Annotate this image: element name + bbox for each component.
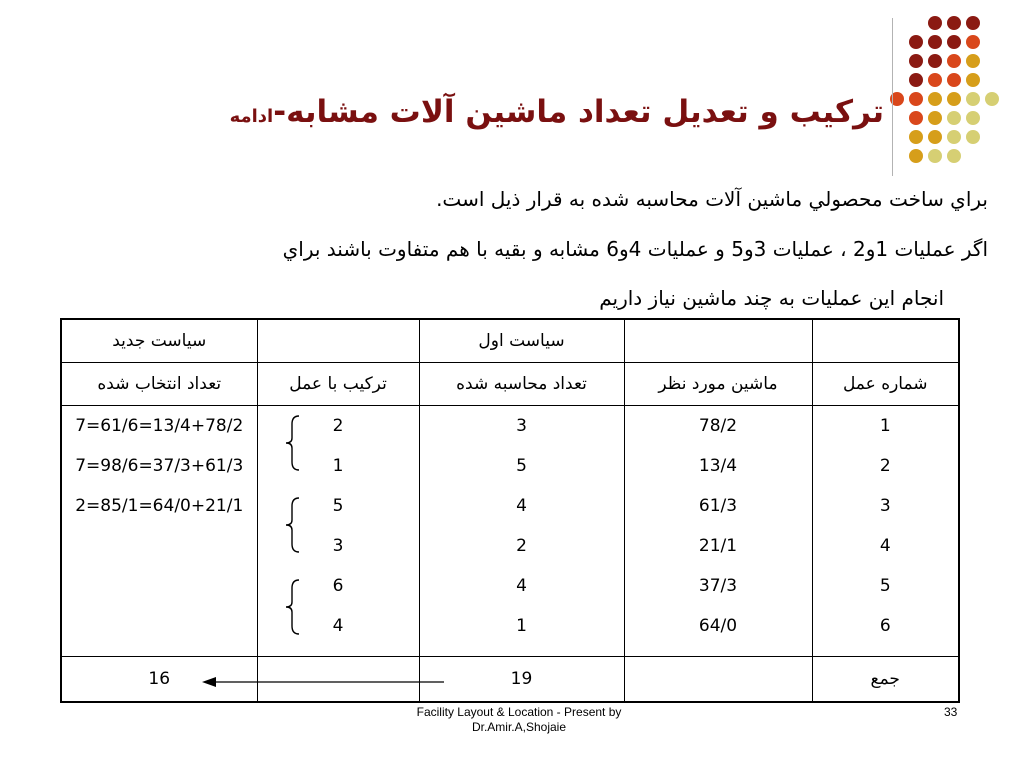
decorative-dot [966,16,980,30]
decorative-dot [928,16,942,30]
policy-first-header: سياست اول [419,319,624,363]
machines-table [60,318,960,703]
op-number-value: 2 [879,456,891,476]
decorative-dot [966,73,980,87]
decorative-dot [947,16,961,30]
decorative-dot [947,35,961,49]
combine-with-op-cell [257,406,419,657]
selected-count-header: تعداد انتخاب شده [61,363,257,406]
decorative-dot [966,54,980,68]
decorative-dot [909,35,923,49]
computed-value: 5 [516,456,527,476]
decorative-dot [966,130,980,144]
slide-footer [388,705,650,735]
op-number-value: 3 [879,496,891,516]
computed-value: 3 [516,416,527,436]
empty-cell [624,319,812,363]
combine-value: 1 [332,456,344,476]
decorative-dot [909,130,923,144]
decorative-dot [985,92,999,106]
paragraph-1: براي ساخت محصولي ماشين آلات محاسبه شده به قرار ذيل است. [436,187,988,211]
total-first-value: 19 [419,657,624,703]
machine-value: 64/0 [698,616,738,636]
op-number-value: 4 [879,536,891,556]
empty-cell [812,319,959,363]
decorative-dot [928,111,942,125]
combine-value: 2 [332,416,344,436]
op-number-value: 1 [879,416,891,436]
decorative-dot [928,92,942,106]
machine-value: 37/3 [698,576,738,596]
empty-cell [257,319,419,363]
decorative-dot [947,111,961,125]
decorative-dot [966,111,980,125]
decorative-dot [909,111,923,125]
target-machine-cell [624,406,812,657]
decorative-dot [928,149,942,163]
slide-title-main: تركيب و تعديل تعداد ماشين آلات مشابه- [273,94,884,130]
operation-number-cell [812,406,959,657]
decorative-dot [928,130,942,144]
op-number-value: 5 [879,576,891,596]
footer-line-2: Dr.Amir.A,Shojaie [471,720,567,734]
decorative-dot [909,54,923,68]
paragraph-3: انجام اين عمليات به چند ماشين نياز داريم [599,286,944,310]
empty-cell [624,657,812,703]
operation-number-header: شماره عمل [812,363,959,406]
computed-value: 4 [516,496,527,516]
decorative-dot [909,149,923,163]
computed-value: 2 [516,536,527,556]
computed-count-header: تعداد محاسبه شده [419,363,624,406]
combine-brace-3-4 [284,496,302,554]
machine-value: 21/1 [698,536,738,556]
selected-count-cell [61,406,257,657]
combine-value: 6 [332,576,344,596]
decorative-dot [909,73,923,87]
decorative-dot [928,54,942,68]
combine-value: 4 [332,616,344,636]
decorative-dot [928,73,942,87]
column-header-row [61,363,959,406]
total-label: جمع [812,657,959,703]
decorative-dot [966,35,980,49]
title-divider-line [892,18,893,176]
decorative-dot [928,35,942,49]
selected-count-value: 7=61/6=13/4+78/2 [75,416,244,436]
computed-value: 1 [516,616,527,636]
combine-brace-1-2 [284,414,302,472]
decorative-dot [947,73,961,87]
slide-title-suffix: ادامه [229,106,274,127]
computed-count-cell [419,406,624,657]
combine-with-op-header: تركيب با عمل [257,363,419,406]
selected-count-value: 2=85/1=64/0+21/1 [75,496,244,516]
data-body-row [61,406,959,657]
decorative-dot [947,130,961,144]
combine-value: 3 [332,536,344,556]
decorative-dot [947,149,961,163]
total-row [61,657,959,703]
combine-value: 5 [332,496,344,516]
machine-value: 13/4 [698,456,738,476]
combine-brace-5-6 [284,578,302,636]
op-number-value: 6 [879,616,891,636]
machine-value: 78/2 [698,416,738,436]
footer-line-1: Facility Layout & Location - Present by [416,705,622,719]
total-new-value: 16 [61,657,257,703]
paragraph-2: اگر عمليات 1و2 ، عمليات 3و5 و عمليات 4و6 مشابه و بقيه با هم متفاوت باشند براي [282,237,988,261]
decorative-dot [947,92,961,106]
page-number: 33 [944,705,958,719]
decorative-dot [909,92,923,106]
policy-new-header: سياست جديد [61,319,257,363]
decorative-dot [947,54,961,68]
slide-title [230,92,884,137]
target-machine-header: ماشين مورد نظر [624,363,812,406]
machine-value: 61/3 [698,496,738,516]
selected-count-value: 7=98/6=37/3+61/3 [75,456,244,476]
decorative-dot [966,92,980,106]
computed-value: 4 [516,576,527,596]
left-arrow-icon [200,672,446,692]
policy-header-row [61,319,959,363]
